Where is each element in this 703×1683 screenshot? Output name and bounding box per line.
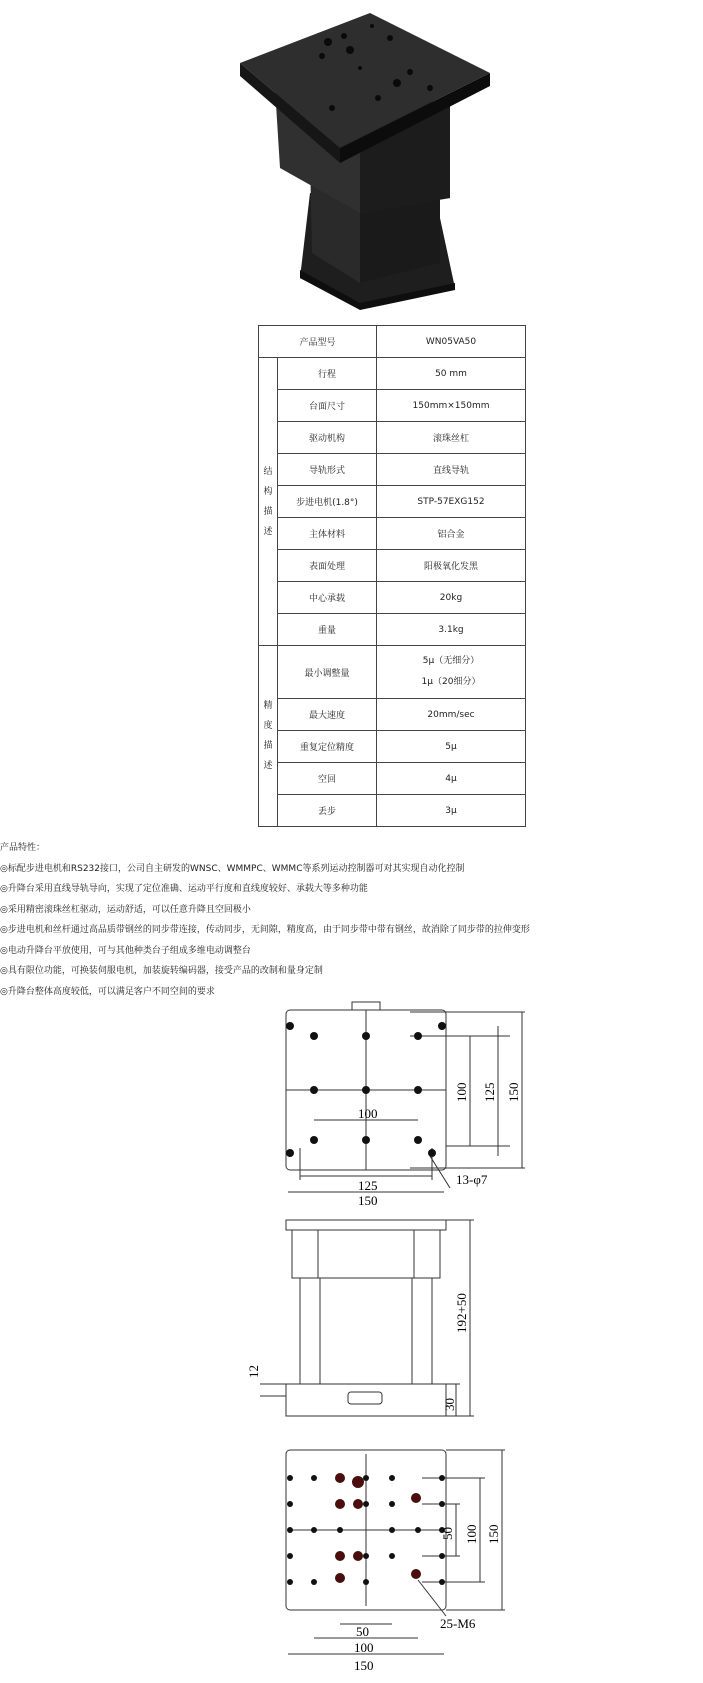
product-photo xyxy=(240,8,510,313)
row-value: 20mm/sec xyxy=(377,699,526,731)
dim-label: 150 xyxy=(486,1524,501,1544)
dim-label: 150 xyxy=(354,1658,374,1673)
feature-item: ◎升降台采用直线导轨导向，实现了定位准确、运动平行度和直线度较好、承载大等多种功能 xyxy=(0,884,368,894)
spec-table xyxy=(258,325,526,827)
table-row xyxy=(259,699,526,731)
table-row xyxy=(259,422,526,454)
dim-label: 100 xyxy=(464,1524,479,1544)
row-label: 驱动机构 xyxy=(278,422,377,454)
dim-label: 50 xyxy=(440,1527,455,1540)
row-value: 滚珠丝杠 xyxy=(377,422,526,454)
table-row xyxy=(259,582,526,614)
feature-item: ◎采用精密滚珠丝杠驱动，运动舒适，可以任意升降且空回极小 xyxy=(0,904,251,915)
row-label: 台面尺寸 xyxy=(278,390,377,422)
table-row xyxy=(259,646,526,699)
dim-label: 125 xyxy=(482,1082,497,1102)
dim-label: 125 xyxy=(358,1178,378,1193)
dim-label: 100 xyxy=(454,1082,469,1102)
row-label: 丢步 xyxy=(278,795,377,827)
row-label: 行程 xyxy=(278,358,377,390)
group-label-structure: 结 构 描 述 xyxy=(259,358,278,646)
table-row xyxy=(259,795,526,827)
feature-item: ◎步进电机和丝杆通过高品质带钢丝的同步带连接，传动同步，无间隙，精度高，由于同步带中带有钢丝，故消除了同步带的拉伸变形 xyxy=(0,925,530,935)
row-label: 表面处理 xyxy=(278,550,377,582)
row-value: 50 mm xyxy=(377,358,526,390)
row-label: 步进电机(1.8°) xyxy=(278,486,377,518)
row-value: 5μ xyxy=(377,731,526,763)
row-value: STP-57EXG152 xyxy=(377,486,526,518)
feature-item: ◎电动升降台平放使用，可与其他种类台子组成多维电动调整台 xyxy=(0,945,251,956)
drawing-bottom-view xyxy=(250,1440,540,1680)
drawing-top-view xyxy=(250,998,540,1208)
features-title: 产品特性： xyxy=(0,843,46,853)
dim-label: 150 xyxy=(506,1082,521,1102)
features-section xyxy=(0,838,530,1002)
dim-label: 30 xyxy=(442,1398,457,1411)
row-value: 5μ（无细分） 1μ（20细分） xyxy=(377,646,526,699)
table-row xyxy=(259,358,526,390)
row-label: 空回 xyxy=(278,763,377,795)
dim-label: 25-M6 xyxy=(440,1616,476,1631)
table-row xyxy=(259,486,526,518)
table-row xyxy=(259,518,526,550)
table-row xyxy=(259,731,526,763)
row-label: 最大速度 xyxy=(278,699,377,731)
dim-label: 13-φ7 xyxy=(456,1172,488,1187)
table-row xyxy=(259,454,526,486)
row-label: 主体材料 xyxy=(278,518,377,550)
row-value: 3μ xyxy=(377,795,526,827)
table-row xyxy=(259,390,526,422)
feature-item: ◎升降台整体高度较低，可以满足客户不同空间的要求 xyxy=(0,986,215,997)
feature-item: ◎标配步进电机和RS232接口，公司自主研发的WNSC、WMMPC、WMMC等系列运动控制器可对其实现自动化控制 xyxy=(0,863,465,874)
row-label: 导轨形式 xyxy=(278,454,377,486)
row-label: 重量 xyxy=(278,614,377,646)
table-row xyxy=(259,763,526,795)
feature-item: ◎具有限位功能，可换装伺服电机，加装旋转编码器，接受产品的改制和量身定制 xyxy=(0,966,323,976)
row-value: 3.1kg xyxy=(377,614,526,646)
row-label: 重复定位精度 xyxy=(278,731,377,763)
row-value: 150mm×150mm xyxy=(377,390,526,422)
row-value: 阳极氧化发黑 xyxy=(377,550,526,582)
table-row xyxy=(259,326,526,358)
row-value: 4μ xyxy=(377,763,526,795)
dim-label: 192+50 xyxy=(454,1293,469,1333)
table-row xyxy=(259,614,526,646)
dim-label: 12 xyxy=(246,1365,261,1378)
row-value: 20kg xyxy=(377,582,526,614)
row-value: 铝合金 xyxy=(377,518,526,550)
table-row xyxy=(259,550,526,582)
dim-label: 50 xyxy=(356,1624,369,1639)
dim-label: 150 xyxy=(358,1193,378,1208)
row-label: 最小调整量 xyxy=(278,646,377,699)
group-label-precision: 精 度 描 述 xyxy=(259,646,278,827)
table-header-value: WN05VA50 xyxy=(377,326,526,358)
dim-label: 100 xyxy=(358,1106,378,1121)
row-value: 直线导轨 xyxy=(377,454,526,486)
table-header-label: 产品型号 xyxy=(259,326,377,358)
row-label: 中心承载 xyxy=(278,582,377,614)
dim-label: 100 xyxy=(354,1640,374,1655)
drawing-side-view xyxy=(240,1208,530,1433)
